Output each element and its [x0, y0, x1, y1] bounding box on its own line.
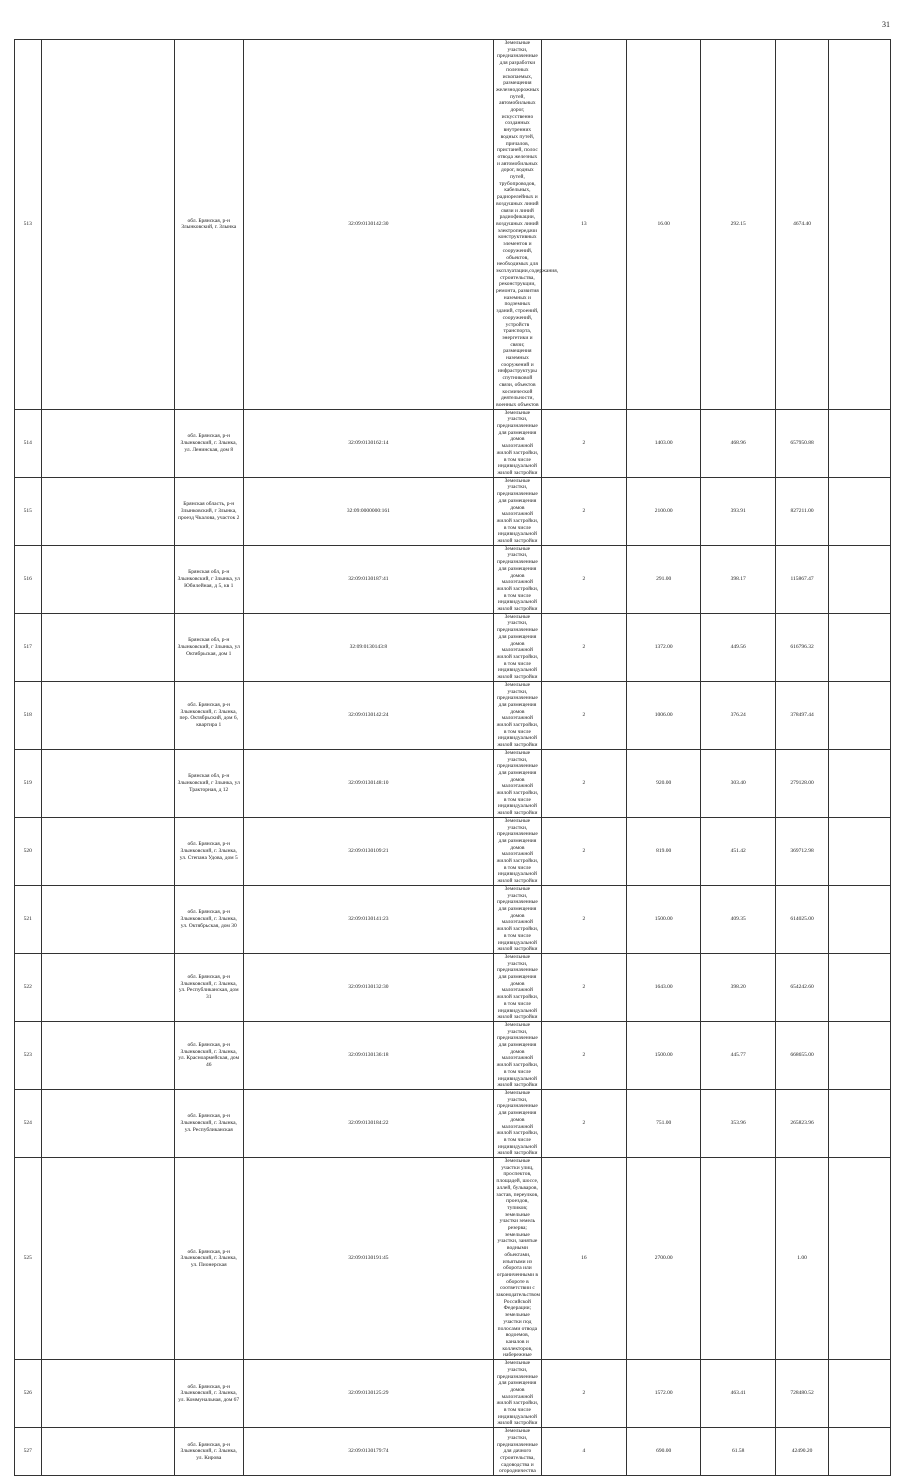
address: обл. Брянская, р-н Злынковский, г. Злынка, ул. Республиканская, дом 31: [178, 974, 239, 1001]
address: обл. Брянская, р-н Злынковский, г. Злынка, ул. Красноармейская, дом 46: [178, 1042, 240, 1069]
area: 690.00: [656, 1448, 672, 1455]
land-use-cell: [493, 1021, 541, 1089]
table-row: [15, 40, 891, 410]
use-code-cell: [541, 681, 626, 749]
row-number: 527: [23, 1448, 32, 1455]
area-cell: [626, 1360, 701, 1428]
cadastral-rate: 449.56: [730, 643, 746, 650]
empty-cell: [829, 1428, 891, 1476]
cadastral-rate: 393.91: [730, 507, 746, 514]
cadastral-rate: 303.40: [730, 779, 746, 786]
use-code: 13: [581, 220, 587, 227]
value-cell: [775, 817, 828, 885]
land-use-description: Земельные участки, предназначенные для размещения домов малоэтажной жилой застройки, в том числе индивидуальной жилой застройки: [496, 1021, 539, 1089]
table-row: [15, 545, 891, 613]
area-cell: [626, 1158, 701, 1360]
address-cell: [174, 1021, 243, 1089]
address: обл. Брянская, р-н Злынковский, г. Злынка, ул. Степана Удова, дом 5: [179, 841, 238, 861]
value-cell: [775, 545, 828, 613]
row-number-cell: [15, 885, 42, 953]
value-cell: [775, 1158, 828, 1360]
area: 751.00: [656, 1120, 672, 1127]
cadastral-number: 32:09:0000000:161: [346, 507, 390, 514]
land-use-description: Земельные участки, предназначенные для размещения домов малоэтажной жилой застройки, в том числе индивидуальной жилой застройки: [496, 409, 539, 476]
use-code: 2: [582, 1120, 586, 1127]
spacer-cell: [41, 817, 174, 885]
cadastral-rate: 468.96: [730, 439, 746, 446]
row-number-cell: [15, 817, 42, 885]
address-cell: [174, 613, 243, 681]
empty-cell: [829, 1021, 891, 1089]
use-code: 2: [582, 507, 586, 514]
land-use-description: Земельные участки, предназначенные для размещения домов малоэтажной жилой застройки, в том числе индивидуальной жилой застройки: [496, 545, 539, 613]
use-code: 2: [582, 1052, 586, 1059]
use-code: 2: [582, 711, 586, 718]
area: 819.00: [656, 848, 672, 855]
use-code: 2: [582, 439, 586, 446]
land-use-description: Земельные участки, предназначенные для размещения домов малоэтажной жилой застройки, в том числе индивидуальной жилой застройки: [496, 477, 539, 545]
row-number: 518: [23, 711, 32, 718]
address-cell: [174, 40, 243, 410]
value-cell: [775, 477, 828, 545]
use-code-cell: [541, 1021, 626, 1089]
cadastral-rate: 398.17: [730, 575, 746, 582]
land-use-description: Земельные участки, предназначенные для размещения домов малоэтажной жилой застройки, в том числе индивидуальной жилой застройки: [496, 613, 539, 681]
rate-cell: [701, 817, 776, 885]
cadastral-value: 279128.00: [790, 779, 814, 786]
cadastral-value: 657950.88: [790, 439, 814, 446]
cadastral-number: 32:09:0130136:18: [348, 1052, 389, 1059]
area-cell: [626, 1428, 701, 1476]
area-cell: [626, 817, 701, 885]
cadastral-value: 616796.32: [790, 643, 814, 650]
address: обл. Брянская, р-н Злынковский, г. Злынка, ул. Республиканская: [180, 1113, 237, 1133]
spacer-cell: [41, 477, 174, 545]
address: обл. Брянская, р-н Злынковский, г. Злынка, ул. Октябрьская, дом 30: [180, 909, 237, 929]
area: 2700.00: [654, 1255, 673, 1262]
empty-cell: [829, 1158, 891, 1360]
address-cell: [174, 1158, 243, 1360]
cadastral-number-cell: [243, 885, 493, 953]
land-use-description: Земельные участки, предназначенные для размещения домов малоэтажной жилой застройки, в том числе индивидуальной жилой застройки: [496, 953, 539, 1021]
land-use-description: Земельные участки, предназначенные для разработки полезных ископаемых, размещения железнодорожных путей, автомобильных дорог, искусственно созданных внутренних водных путей, причалов, пристаней, полос отвода железных и автомобильных дорог, водных путей, трубопроводов, кабельных, радиорелейных и воздушных линий связи и линий радиофикации, воздушных линий электропередачи конструктивных элементов и сооружений, объектов, необходимых для эксплуатации,содержания, строительства, реконструкции, ремонта, развития наземных и подземных зданий, строений, сооружений, устройств транспорта, энергетики и связи; размещения наземных сооружений и инфраструктуры спутниковой связи, объектов космической деятельности, военных объектов: [495, 40, 559, 408]
use-code-cell: [541, 477, 626, 545]
cadastral-number-cell: [243, 545, 493, 613]
land-use-description: Земельные участки, предназначенные для размещения домов малоэтажной жилой застройки, в том числе индивидуальной жилой застройки: [496, 749, 539, 817]
land-use-cell: [493, 477, 541, 545]
land-use-cell: [493, 817, 541, 885]
cadastral-number-cell: [243, 477, 493, 545]
area: 1572.00: [654, 1390, 673, 1397]
area: 1372.00: [654, 643, 673, 650]
land-use-cell: [493, 40, 559, 410]
cadastral-number: 32:09:0130162:14: [348, 439, 389, 446]
row-number-cell: [15, 40, 42, 410]
land-use-description: Земельные участки, предназначенные для размещения домов малоэтажной жилой застройки, в том числе индивидуальной жилой застройки: [496, 1089, 539, 1157]
row-number-cell: [15, 613, 42, 681]
use-code-cell: [541, 817, 626, 885]
land-use-cell: [493, 1428, 541, 1476]
use-code: 2: [582, 575, 586, 582]
cadastral-value: 265823.96: [790, 1120, 814, 1127]
value-cell: [775, 885, 828, 953]
use-code-cell: [541, 1089, 626, 1157]
table-row: [15, 749, 891, 817]
cadastral-number-cell: [243, 613, 493, 681]
table-body: [15, 40, 891, 1476]
empty-cell: [829, 613, 891, 681]
address-cell: [174, 545, 243, 613]
cadastral-rate: 398.20: [730, 984, 746, 991]
spacer-cell: [41, 1158, 174, 1360]
cadastral-number-cell: [243, 817, 493, 885]
area-cell: [626, 545, 701, 613]
row-number-cell: [15, 749, 42, 817]
address: обл. Брянская, р-н Злынковский, г. Злынка, ул. Кирова: [180, 1441, 237, 1461]
rate-cell: [701, 409, 776, 477]
cadastral-number: 32:09:0130179:74: [348, 1448, 389, 1455]
row-number: 523: [23, 1052, 32, 1059]
empty-cell: [829, 409, 891, 477]
cadastral-number-cell: [243, 681, 493, 749]
cadastral-number: 32:09:0130142:24: [348, 711, 389, 718]
table-row: [15, 409, 891, 477]
spacer-cell: [41, 681, 174, 749]
use-code-cell: [541, 1158, 626, 1360]
rate-cell: [701, 1089, 776, 1157]
row-number-cell: [15, 1360, 42, 1428]
address: Брянская обл, р-н Злынковский, г Злынка, ул Юбилейная, д 5, кв 1: [177, 569, 240, 589]
address: обл. Брянская, р-н Злынковский, г. Злынка: [181, 217, 237, 231]
rate-cell: [701, 681, 776, 749]
spacer-cell: [41, 1089, 174, 1157]
empty-cell: [829, 40, 891, 410]
area-cell: [626, 409, 701, 477]
cadastral-rate: 61.58: [732, 1448, 745, 1455]
address-cell: [174, 1089, 243, 1157]
use-code: 2: [582, 984, 586, 991]
address-cell: [174, 817, 243, 885]
value-cell: [775, 953, 828, 1021]
area-cell: [626, 40, 701, 410]
area: 1500.00: [654, 916, 673, 923]
cadastral-value: 1.00: [797, 1255, 807, 1262]
use-code-cell: [541, 1428, 626, 1476]
cadastral-value: 827211.00: [790, 507, 814, 514]
cadastral-value: 614025.00: [790, 916, 814, 923]
cadastral-number-cell: [243, 1158, 493, 1360]
value-cell: [775, 1360, 828, 1428]
value-cell: [775, 1089, 828, 1157]
cadastral-rate: 451.42: [730, 848, 746, 855]
empty-cell: [829, 749, 891, 817]
area: 16.00: [657, 220, 670, 227]
area-cell: [626, 749, 701, 817]
address-cell: [174, 1428, 243, 1476]
land-use-cell: [493, 681, 541, 749]
cadastral-number: 32:09:0130143:8: [349, 643, 388, 650]
use-code-cell: [541, 749, 626, 817]
empty-cell: [829, 817, 891, 885]
address: Брянская обл, р-н Злынковский, г Злынка, ул Октябрьская, дом 1: [177, 637, 240, 657]
cadastral-rate: 353.96: [730, 1120, 746, 1127]
empty-cell: [829, 1360, 891, 1428]
cadastral-value: 668655.00: [790, 1052, 814, 1059]
spacer-cell: [41, 545, 174, 613]
address: обл. Брянская, р-н Злынковский, г. Злынка, ул. Ленинская, дом 8: [180, 433, 237, 453]
table-row: [15, 1158, 891, 1360]
land-use-description: Земельные участки, предназначенные для размещения домов малоэтажной жилой застройки, в том числе индивидуальной жилой застройки: [496, 817, 539, 885]
area-cell: [626, 953, 701, 1021]
spacer-cell: [41, 40, 174, 410]
row-number-cell: [15, 545, 42, 613]
land-use-description: Земельные участки, предназначенные для размещения домов малоэтажной жилой застройки, в том числе индивидуальной жилой застройки: [496, 681, 539, 749]
table-row: [15, 613, 891, 681]
area-cell: [626, 1089, 701, 1157]
row-number-cell: [15, 1089, 42, 1157]
cadastral-number: 32:09:0130125:29: [348, 1390, 389, 1397]
use-code: 2: [582, 643, 586, 650]
cadastral-value: 369712.98: [790, 848, 814, 855]
land-use-cell: [493, 1089, 541, 1157]
area: 920.00: [656, 779, 672, 786]
land-use-cell: [493, 885, 541, 953]
row-number: 517: [23, 643, 32, 650]
address: Брянская обл, р-н Злынковский, г Злынка, ул Тракторная, д 12: [177, 773, 240, 793]
cadastral-rate: 376.24: [730, 711, 746, 718]
land-use-cell: [493, 613, 541, 681]
cadastral-value: 728480.52: [790, 1390, 814, 1397]
table-row: [15, 953, 891, 1021]
value-cell: [775, 749, 828, 817]
cadastral-number: 32:09:0130187:41: [348, 575, 389, 582]
row-number-cell: [15, 1158, 42, 1360]
spacer-cell: [41, 749, 174, 817]
area: 291.00: [656, 575, 672, 582]
cadastral-number-cell: [243, 953, 493, 1021]
table-row: [15, 817, 891, 885]
spacer-cell: [41, 409, 174, 477]
row-number-cell: [15, 1021, 42, 1089]
table-row: [15, 1428, 891, 1476]
land-use-description: Земельные участки, предназначенные для размещения домов малоэтажной жилой застройки, в том числе индивидуальной жилой застройки: [496, 885, 539, 953]
table-row: [15, 885, 891, 953]
area-cell: [626, 681, 701, 749]
land-use-cell: [493, 1360, 541, 1428]
land-use-cell: [493, 545, 541, 613]
cadastral-number: 32:09:0130141:23: [348, 916, 389, 923]
row-number-cell: [15, 409, 42, 477]
area-cell: [626, 1021, 701, 1089]
area-cell: [626, 477, 701, 545]
cadastral-number: 32:09:0130148:10: [348, 779, 389, 786]
use-code-cell: [541, 545, 626, 613]
table-row: [15, 477, 891, 545]
cadastral-number-cell: [243, 749, 493, 817]
cadastral-rate: 409.35: [730, 916, 746, 923]
cadastral-number-cell: [243, 1428, 493, 1476]
value-cell: [775, 681, 828, 749]
table-row: [15, 1360, 891, 1428]
cadastral-value: 378497.44: [790, 711, 814, 718]
row-number-cell: [15, 1428, 42, 1476]
address: обл. Брянская, р-н Злынковский, г. Злынка, пер. Октябрьский, дом 6, квартира 1: [179, 701, 239, 729]
address-cell: [174, 681, 243, 749]
row-number-cell: [15, 681, 42, 749]
address-cell: [174, 1360, 243, 1428]
table-row: [15, 1089, 891, 1157]
row-number: 522: [23, 984, 32, 991]
spacer-cell: [41, 953, 174, 1021]
use-code-cell: [541, 409, 626, 477]
land-use-cell: [493, 749, 541, 817]
address-cell: [174, 885, 243, 953]
address: обл. Брянская, р-н Злынковский, г. Злынка, ул. Пионерская: [180, 1248, 237, 1268]
area: 1006.00: [654, 711, 673, 718]
cadastral-number-cell: [243, 1089, 493, 1157]
rate-cell: [701, 477, 776, 545]
cadastral-number-cell: [243, 40, 493, 410]
row-number: 519: [23, 779, 32, 786]
cadastral-number-cell: [243, 409, 493, 477]
rate-cell: [701, 1360, 776, 1428]
table-row: [15, 1021, 891, 1089]
cadastral-number-cell: [243, 1021, 493, 1089]
cadastral-number: 32:09:0130132:30: [348, 984, 389, 991]
cadastral-number: 32:09:0130109:21: [348, 848, 389, 855]
land-use-cell: [493, 1158, 541, 1360]
cadastral-value: 115867.47: [790, 575, 814, 582]
table-row: [15, 681, 891, 749]
rate-cell: [701, 1021, 776, 1089]
rate-cell: [701, 1158, 776, 1360]
cadastral-rate: 463.41: [730, 1390, 746, 1397]
use-code-cell: [541, 953, 626, 1021]
empty-cell: [829, 953, 891, 1021]
row-number: 515: [23, 507, 32, 514]
spacer-cell: [41, 613, 174, 681]
rate-cell: [701, 749, 776, 817]
address-cell: [174, 749, 243, 817]
cadastral-number: 32:09:0130184:22: [348, 1120, 389, 1127]
empty-cell: [829, 545, 891, 613]
row-number-cell: [15, 477, 42, 545]
use-code-cell: [541, 1360, 626, 1428]
land-use-description: Земельные участки, предназначенные для размещения домов малоэтажной жилой застройки, в том числе индивидуальной жилой застройки: [496, 1360, 539, 1427]
rate-cell: [701, 1428, 776, 1476]
area-cell: [626, 885, 701, 953]
row-number: 524: [23, 1120, 32, 1127]
cadastral-value: 42490.20: [791, 1448, 813, 1455]
row-number: 513: [23, 220, 32, 227]
land-use-cell: [493, 409, 541, 477]
rate-cell: [701, 885, 776, 953]
area: 1403.00: [654, 439, 673, 446]
cadastral-number: 32:09:0130191:45: [348, 1255, 389, 1262]
area: 1643.00: [654, 984, 673, 991]
use-code-cell: [541, 40, 626, 410]
spacer-cell: [41, 1428, 174, 1476]
use-code: 16: [581, 1255, 587, 1262]
address-cell: [174, 409, 243, 477]
use-code: 2: [582, 848, 586, 855]
use-code-cell: [541, 885, 626, 953]
address-cell: [174, 477, 243, 545]
land-use-cell: [493, 953, 541, 1021]
cadastral-rate: 292.15: [730, 220, 746, 227]
row-number: 516: [23, 575, 32, 582]
use-code-cell: [541, 613, 626, 681]
row-number: 526: [23, 1390, 32, 1397]
value-cell: [775, 613, 828, 681]
empty-cell: [829, 681, 891, 749]
area-cell: [626, 613, 701, 681]
spacer-cell: [41, 885, 174, 953]
use-code: 2: [582, 916, 586, 923]
row-number: 514: [23, 439, 32, 446]
land-registry-table: [14, 39, 891, 1476]
cadastral-rate: 445.77: [730, 1052, 746, 1059]
row-number: 521: [23, 916, 32, 923]
row-number-cell: [15, 953, 42, 1021]
value-cell: [775, 40, 828, 410]
cadastral-number-cell: [243, 1360, 493, 1428]
rate-cell: [701, 40, 776, 410]
address: Брянская область, р-н Злынковский, г Злынка, проезд Чкалова, участок 2: [178, 501, 240, 521]
land-use-description: Земельные участки, предназначенные для дачного строительства, садоводства и огородничества: [496, 1428, 538, 1475]
row-number: 525: [23, 1255, 32, 1262]
rate-cell: [701, 613, 776, 681]
cadastral-number: 32:09:0130142:30: [348, 220, 389, 227]
rate-cell: [701, 545, 776, 613]
use-code: 2: [582, 779, 586, 786]
land-use-description: Земельные участки улиц, проспектов, площадей, шоссе, аллей, бульваров, застав, переулков, проездов, тупиков; земельные участки земель резерва; земельные участки, занятые водными объектами, изъятыми из оборота или ограниченными в обороте в соответствии с законодательством Российской Федерации; земельные участки под полосами отвода водоемов, каналов и коллекторов, набережные: [495, 1158, 540, 1359]
value-cell: [775, 1428, 828, 1476]
spacer-cell: [41, 1021, 174, 1089]
address: обл. Брянская, р-н Злынковский, г. Злынка, ул. Коммунальная, дом 67: [178, 1383, 240, 1403]
use-code: 2: [582, 1390, 586, 1397]
row-number: 520: [23, 848, 32, 855]
page-number: 31: [882, 20, 890, 29]
empty-cell: [829, 885, 891, 953]
area: 2100.00: [654, 507, 673, 514]
use-code: 4: [582, 1448, 586, 1455]
rate-cell: [701, 953, 776, 1021]
cadastral-value: 654242.60: [790, 984, 814, 991]
empty-cell: [829, 1089, 891, 1157]
value-cell: [775, 1021, 828, 1089]
address-cell: [174, 953, 243, 1021]
empty-cell: [829, 477, 891, 545]
cadastral-value: 4674.40: [793, 220, 812, 227]
spacer-cell: [41, 1360, 174, 1428]
area: 1500.00: [654, 1052, 673, 1059]
value-cell: [775, 409, 828, 477]
